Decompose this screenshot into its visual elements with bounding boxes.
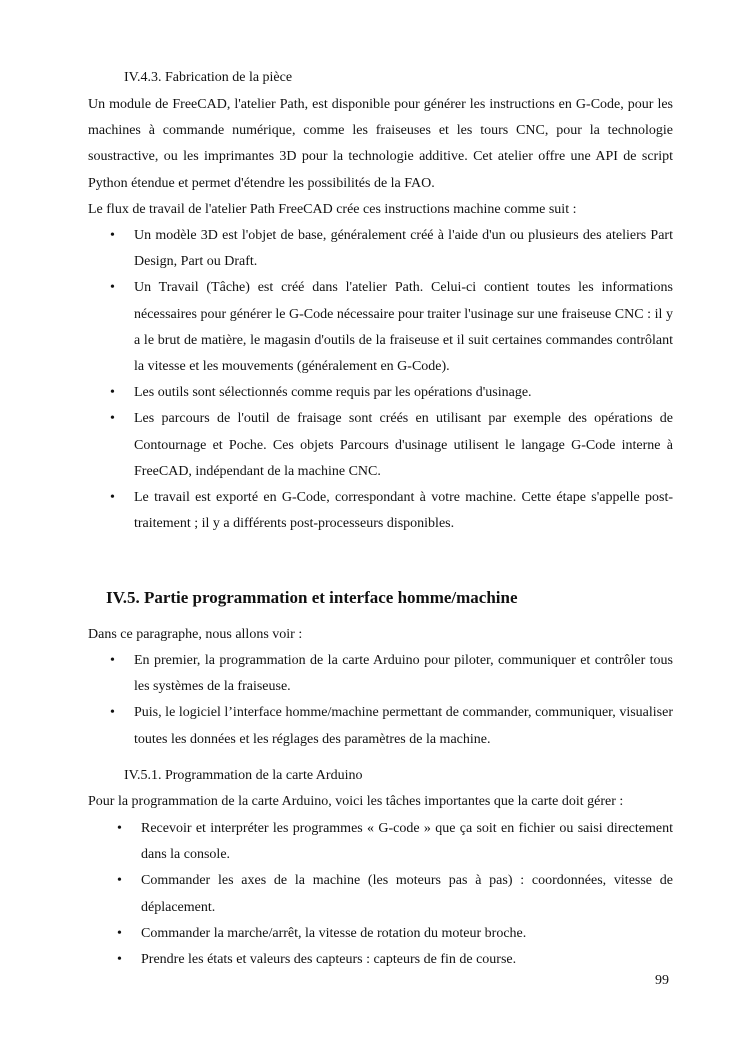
section-heading-programmation: IV.5. Partie programmation et interface homme/machine [106, 588, 518, 607]
list-item: • Commander les axes de la machine (les moteurs pas à pas) : coordonnées, vitesse de déplacement. [88, 868, 673, 920]
list-item: • En premier, la programmation de la carte Arduino pour piloter, communiquer et contrôler tous les systèmes de la fraiseuse. [88, 648, 673, 700]
list-item: • Commander la marche/arrêt, la vitesse de rotation du moteur broche. [88, 921, 673, 947]
bullet-icon: • [117, 873, 122, 889]
list-item: • Un modèle 3D est l'objet de base, généralement créé à l'aide d'un ou plusieurs des ateliers Part Design, Part ou Draft. [88, 223, 673, 275]
bullet-icon: • [110, 490, 115, 506]
list-item: • Le travail est exporté en G-Code, correspondant à votre machine. Cette étape s'appelle post-traitement ; il y a différents post-processeurs disponibles. [88, 485, 673, 537]
section-bullet-list [88, 648, 673, 753]
bullet-icon: • [110, 705, 115, 721]
paragraph-path-module: Un module de FreeCAD, l'atelier Path, est disponible pour générer les instructions en G-Code, pour les machines à commande numérique, comme les fraiseuses et les tours CNC, pour la technologie soustractive, ou les imprimantes 3D pour la technologie additive. Cet atelier offre une API de script Python étendue et permet d'étendre les possibilités de la FAO. [88, 97, 673, 191]
list-item: • Un Travail (Tâche) est créé dans l'atelier Path. Celui-ci contient toutes les informations nécessaires pour générer le G-Code nécessaire pour traiter l'usinage sur une fraiseuse CNC : il y a le brut de matière, le magasin d'outils de la fraiseuse et il suit certaines commandes contrôlant la vitesse et les mouvements (généralement en G-Code). [88, 275, 673, 380]
bullet-icon: • [110, 653, 115, 668]
paragraph-workflow-intro: Le flux de travail de l'atelier Path FreeCAD crée ces instructions machine comme suit : [88, 202, 577, 217]
workflow-bullet-list [88, 223, 673, 537]
paragraph-section-intro: Dans ce paragraphe, nous allons voir : [88, 627, 303, 642]
list-item: • Les outils sont sélectionnés comme requis par les opérations d'usinage. [88, 380, 673, 406]
bullet-icon: • [117, 821, 122, 836]
arduino-task-list [88, 816, 673, 973]
list-item: • Recevoir et interpréter les programmes « G-code » que ça soit en fichier ou saisi directement dans la console. [88, 816, 673, 868]
subsection-heading-arduino: IV.5.1. Programmation de la carte Arduino [124, 768, 363, 783]
bullet-icon: • [110, 228, 115, 243]
page-number: 99 [655, 973, 669, 988]
list-item: • Prendre les états et valeurs des capteurs : capteurs de fin de course. [88, 947, 673, 973]
bullet-icon: • [117, 952, 122, 968]
bullet-icon: • [110, 411, 115, 427]
list-item: • Les parcours de l'outil de fraisage sont créés en utilisant par exemple des opérations de Contournage et Poche. Ces objets Parcours d'usinage utilisent le langage G-Code interne à FreeCAD, indépendant de la machine CNC. [88, 406, 673, 485]
bullet-icon: • [110, 280, 115, 296]
subsection-heading-fabrication: IV.4.3. Fabrication de la pièce [124, 70, 293, 85]
bullet-icon: • [110, 385, 115, 401]
paragraph-arduino-intro: Pour la programmation de la carte Arduino, voici les tâches importantes que la carte doit gérer : [88, 794, 624, 809]
list-item: • Puis, le logiciel l’interface homme/machine permettant de commander, communiquer, visualiser toutes les données et les réglages des paramètres de la machine. [88, 700, 673, 752]
bullet-icon: • [117, 925, 122, 941]
